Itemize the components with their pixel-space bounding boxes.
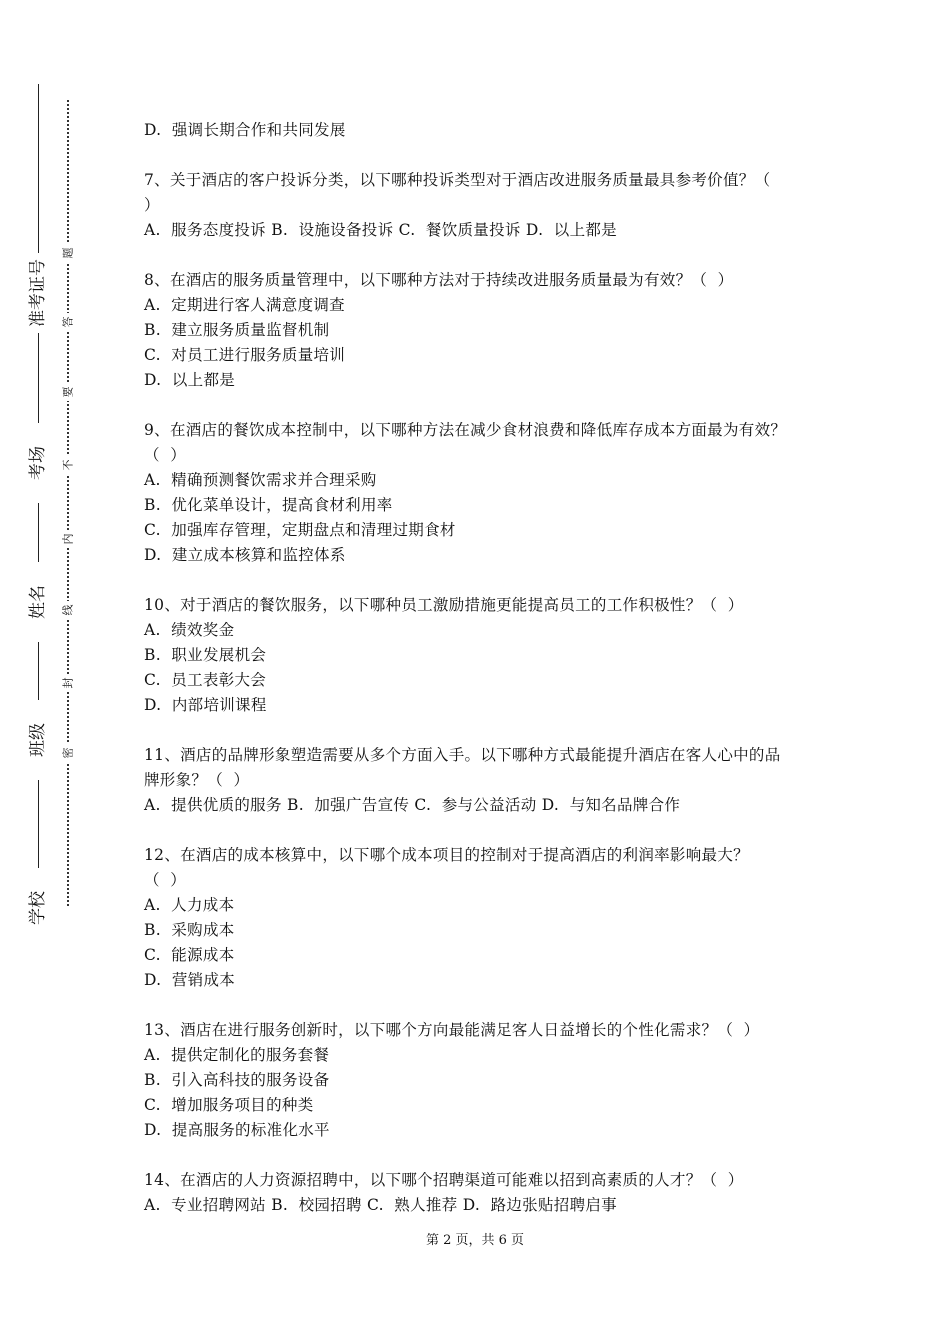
question-stem: 10、对于酒店的餐饮服务，以下哪种员工激励措施更能提高员工的工作积极性？（ ）: [144, 596, 744, 614]
option-line: D. 提高服务的标准化水平: [144, 1121, 330, 1139]
option-line: A. 定期进行客人满意度调查: [144, 296, 345, 314]
seal-char: 不: [59, 456, 77, 474]
option-line: A. 提供优质的服务 B. 加强广告宣传 C. 参与公益活动 D. 与知名品牌合作: [144, 796, 681, 814]
option-line: C. 能源成本: [144, 946, 235, 964]
option-line: D. 内部培训课程: [144, 696, 267, 714]
exam-content: [144, 118, 824, 1218]
seal-char: 内: [59, 530, 77, 548]
field-school: 学校: [21, 868, 55, 948]
seal-char: 题: [59, 244, 77, 262]
option-line: C. 加强库存管理，定期盘点和清理过期食材: [144, 521, 456, 539]
question-stem: 9、在酒店的餐饮成本控制中，以下哪种方法在减少食材浪费和降低库存成本方面最为有效？: [144, 421, 787, 439]
option-line: A. 人力成本: [144, 896, 235, 914]
option-line: B. 引入高科技的服务设备: [144, 1071, 330, 1089]
field-exam-id: 准考证号: [21, 253, 55, 333]
question-8: [144, 268, 824, 393]
question-stem: 牌形象？（ ）: [144, 771, 250, 789]
option-line: C. 员工表彰大会: [144, 671, 267, 689]
option-line: D. 建立成本核算和监控体系: [144, 546, 346, 564]
question-stem: （ ）: [144, 446, 187, 464]
question-7: [144, 168, 824, 243]
option-line: D. 以上都是: [144, 371, 236, 389]
option-line: A. 提供定制化的服务套餐: [144, 1046, 330, 1064]
question-9: [144, 418, 824, 568]
binding-margin: [0, 0, 100, 1344]
question-12: [144, 843, 824, 993]
seal-char: 要: [59, 383, 77, 401]
seal-char: 密: [59, 744, 77, 762]
binding-dotted-line: [67, 100, 69, 906]
option-line: D. 强调长期合作和共同发展: [144, 121, 346, 139]
question-stem: （ ）: [144, 871, 187, 889]
question-stem: 14、在酒店的人力资源招聘中，以下哪个招聘渠道可能难以招到高素质的人才？（ ）: [144, 1171, 744, 1189]
question-13: [144, 1018, 824, 1143]
field-exam-room: 考场: [21, 423, 55, 503]
question-11: [144, 743, 824, 818]
seal-char: 封: [59, 674, 77, 692]
option-line: B. 优化菜单设计，提高食材利用率: [144, 496, 393, 514]
question-stem: 13、酒店在进行服务创新时，以下哪个方向最能满足客人日益增长的个性化需求？（ ）: [144, 1021, 760, 1039]
option-line: A. 服务态度投诉 B. 设施设备投诉 C. 餐饮质量投诉 D. 以上都是: [144, 221, 617, 239]
question-stem: 11、酒店的品牌形象塑造需要从多个方面入手。以下哪种方式最能提升酒店在客人心中的品: [144, 746, 781, 764]
option-line: A. 绩效奖金: [144, 621, 235, 639]
field-class: 班级: [21, 700, 55, 780]
option-line: D. 营销成本: [144, 971, 236, 989]
question-stem: 12、在酒店的成本核算中，以下哪个成本项目的控制对于提高酒店的利润率影响最大？: [144, 846, 749, 864]
field-name: 姓名: [21, 562, 55, 642]
option-line: C. 对员工进行服务质量培训: [144, 346, 346, 364]
option-line: A. 专业招聘网站 B. 校园招聘 C. 熟人推荐 D. 路边张贴招聘启事: [144, 1196, 617, 1214]
option-line: B. 职业发展机会: [144, 646, 267, 664]
question-stem: 8、在酒店的服务质量管理中，以下哪种方法对于持续改进服务质量最为有效？（ ）: [144, 271, 734, 289]
question-stem: ）: [144, 196, 160, 214]
seal-char: 线: [59, 601, 77, 619]
option-line: B. 采购成本: [144, 921, 235, 939]
option-line: B. 建立服务质量监督机制: [144, 321, 330, 339]
seal-char: 答: [59, 313, 77, 331]
question-stem: 7、关于酒店的客户投诉分类，以下哪种投诉类型对于酒店改进服务质量最具参考价值？（: [144, 171, 771, 189]
question-14: [144, 1168, 824, 1218]
option-line: A. 精确预测餐饮需求并合理采购: [144, 471, 377, 489]
question-10: [144, 593, 824, 718]
page-footer: 第 2 页，共 6 页: [425, 1233, 525, 1248]
option-line: C. 增加服务项目的种类: [144, 1096, 314, 1114]
